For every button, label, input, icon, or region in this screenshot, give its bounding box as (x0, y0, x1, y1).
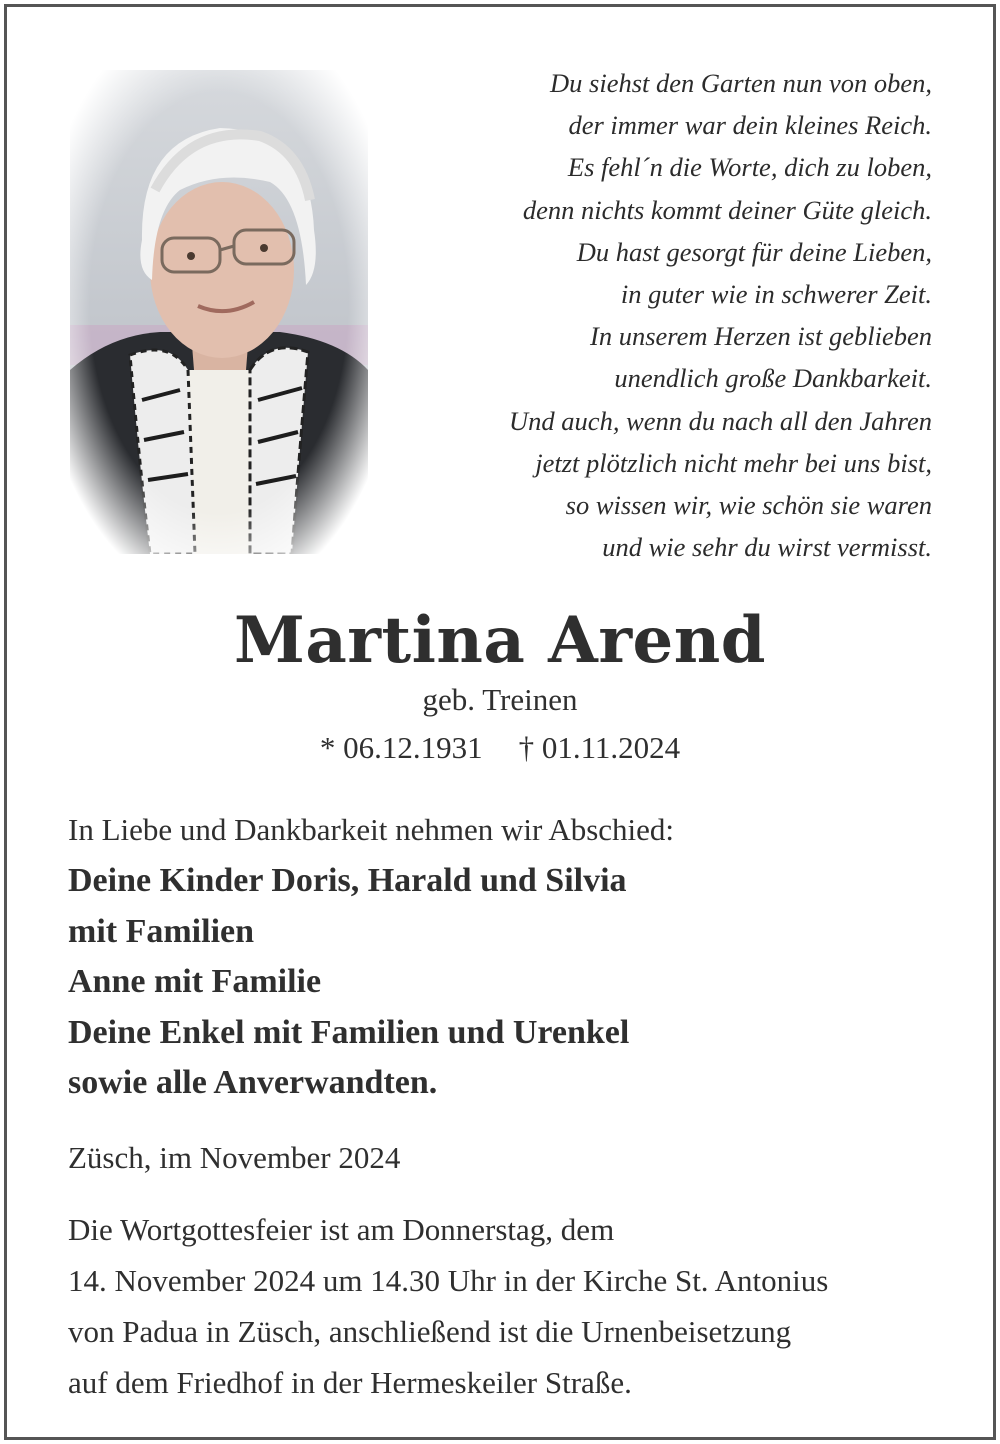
poem-line: in guter wie in schwerer Zeit. (620, 279, 932, 310)
poem-line: jetzt plötzlich nicht mehr bei uns bist, (535, 447, 932, 478)
mourner-line: Deine Enkel mit Familien und Urenkel (68, 1013, 630, 1051)
poem-line: und wie sehr du wirst vermisst. (602, 532, 932, 563)
mourner-line: Deine Kinder Doris, Harald und Silvia (68, 862, 627, 899)
place-date: Züsch, im November 2024 (68, 1140, 401, 1175)
service-line: auf dem Friedhof in der Hermeskeiler Straße. (68, 1365, 632, 1400)
death-date: † 01.11.2024 (518, 730, 681, 765)
deceased-name: Martina Arend (233, 603, 767, 678)
poem-line: Du hast gesorgt für deine Lieben, (576, 236, 932, 267)
birth-date: * 06.12.1931 (319, 730, 483, 765)
poem-line: denn nichts kommt deiner Güte gleich. (522, 194, 932, 225)
poem-line: Und auch, wenn du nach all den Jahren (509, 405, 932, 436)
poem-line: der immer war dein kleines Reich. (568, 110, 932, 141)
poem-line: so wissen wir, wie schön sie waren (565, 490, 932, 521)
poem-line: unendlich große Dankbarkeit. (614, 363, 932, 394)
maiden-name: geb. Treinen (422, 682, 578, 717)
poem (412, 62, 932, 568)
service-line: Die Wortgottesfeier ist am Donnerstag, dem (68, 1212, 615, 1247)
mourners-list (68, 856, 948, 1109)
farewell-intro: In Liebe und Dankbarkeit nehmen wir Abschied: (68, 812, 675, 847)
service-line: 14. November 2024 um 14.30 Uhr in der Kirche St. Antonius (68, 1263, 829, 1298)
portrait-photo (70, 70, 368, 554)
poem-line: Du siehst den Garten nun von oben, (550, 68, 932, 98)
mourner-line: mit Familien (68, 912, 255, 950)
mourner-line: sowie alle Anverwandten. (68, 1064, 438, 1101)
service-info (68, 1204, 948, 1408)
poem-line: In unserem Herzen ist geblieben (590, 321, 932, 352)
mourner-line: Anne mit Familie (68, 963, 322, 1000)
poem-line: Es fehl´n die Worte, dich zu loben, (567, 152, 932, 183)
service-line: von Padua in Züsch, anschließend ist die Urnenbeisetzung (68, 1314, 792, 1349)
life-dates (0, 728, 1000, 768)
